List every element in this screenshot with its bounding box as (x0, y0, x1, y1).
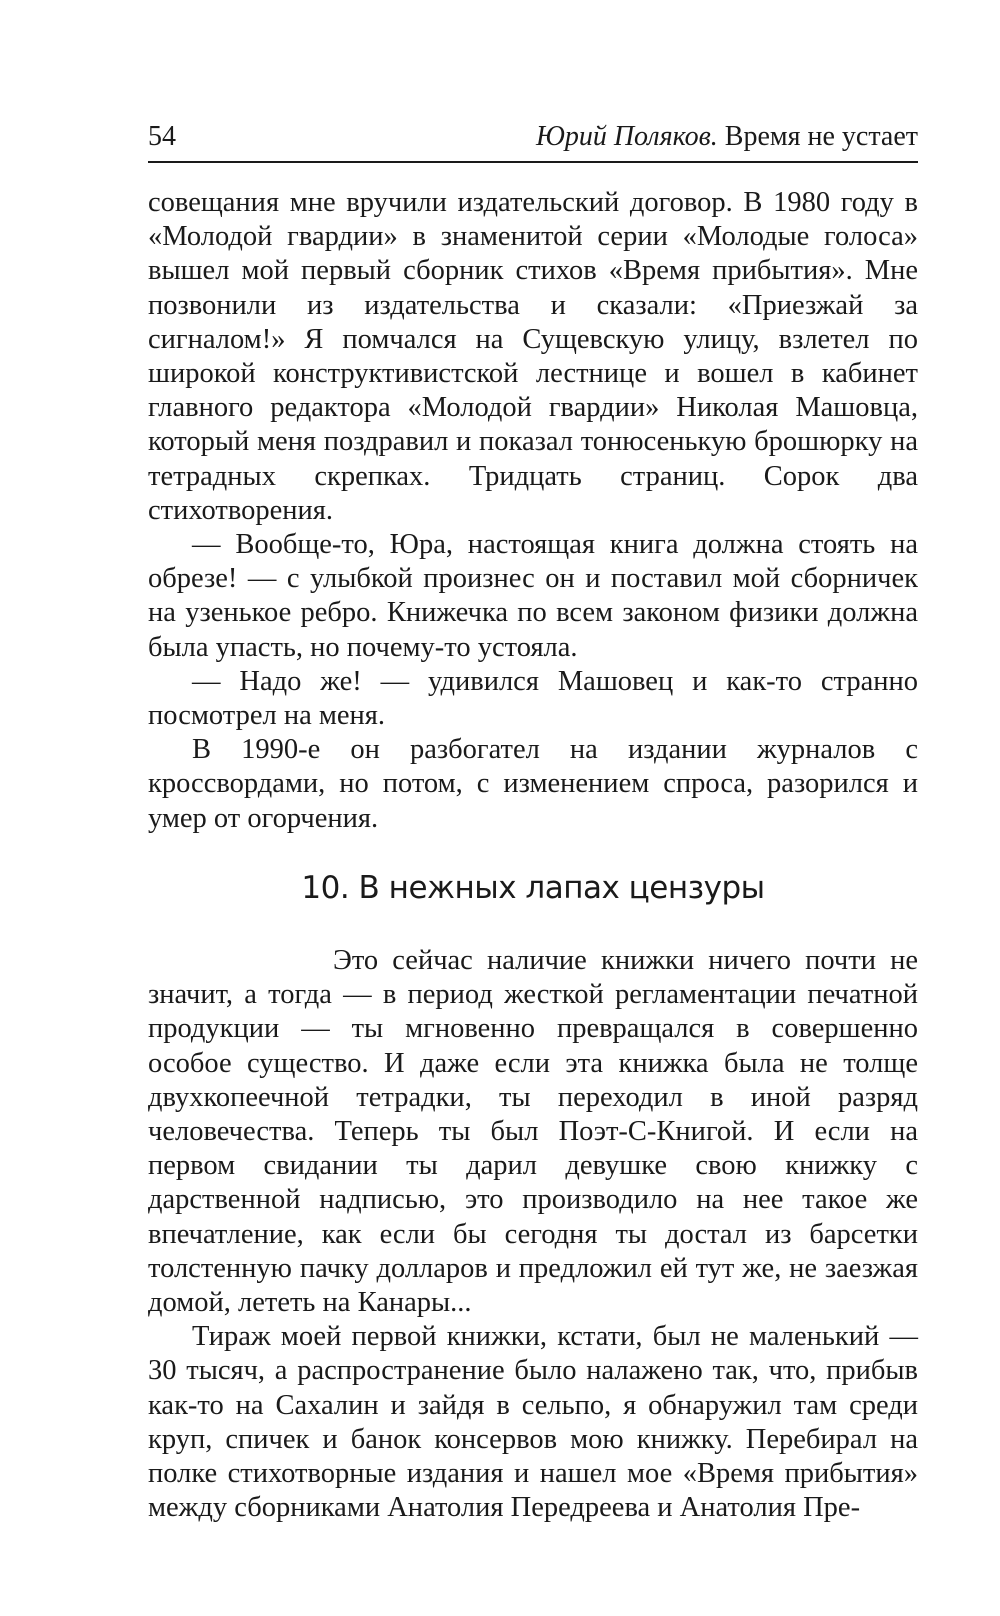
text-block-bottom (148, 944, 918, 1525)
page-number: 54 (148, 121, 176, 152)
paragraph: В 1990-е он разбогател на издании журналов с кроссвордами, но потом, с изменением спроса, разорился и умер от огорчения. (148, 734, 918, 834)
paragraph: — Надо же! — удивился Машовец и как-то странно посмотрел на меня. (148, 665, 918, 732)
book-page (148, 0, 918, 1616)
book-title: Время не устает (724, 121, 918, 152)
paragraph: — Вообще-то, Юра, настоящая книга должна стоять на обрезе! — с улыбкой произнес он и поставил мой сборничек на узенькое ребро. Книжечка по всем законом физики должна была упасть, но почему-то устояла. (148, 529, 918, 663)
paragraph: Это сейчас наличие книжки ничего почти не значит, а тогда — в период жесткой регламентации печатной продукции — ты мгновенно превращался в совершенно особое существо. И даже если эта книжка была не толще двухкопеечной тетрадки, ты переходил в иной разряд человечества. Теперь ты был Поэт-С-Книгой. И если на первом свидании ты дарил девушке свою книжку с дарственной надписью, это производило на нее такое же впечатление, как если бы сегодня ты достал из барсетки толстенную пачку долларов и предложил ей тут же, не заезжая домой, лететь на Канары... (148, 945, 918, 1319)
paragraph: совещания мне вручили издательский договор. В 1980 году в «Молодой гвардии» в знаменитой серии «Молодые голоса» вышел мой первый сборник стихов «Время прибытия». Мне позвонили из издательства и сказали: «Приезжай за сигналом!» Я помчался на Сущевскую улицу, взлетел по широкой конструктивистской лестнице и вошел в кабинет главного редактора «Молодой гвардии» Николая Машовца, который меня поздравил и показал тонюсенькую брошюрку на тетрадных скрепках. Тридцать страниц. Сорок два стихотворения. (148, 187, 918, 526)
header-rule (148, 161, 918, 163)
running-title (536, 120, 918, 154)
author-name: Юрий Поляков. (535, 121, 718, 152)
section-heading: 10. В нежных лапах цензуры (301, 870, 765, 906)
text-block-top (148, 186, 918, 836)
paragraph: Тираж моей первой книжки, кстати, был не маленький — 30 тысяч, а распространение было налажено так, что, прибыв как-то на Сахалин и зайдя в сельпо, я обнаружил там среди круп, спичек и банок консервов мою книжку. Перебирал на полке стихотворные издания и нашел мое «Время прибытия» между сборниками Анатолия Передреева и Анатолия Пре- (148, 1321, 918, 1524)
running-head (148, 110, 918, 154)
